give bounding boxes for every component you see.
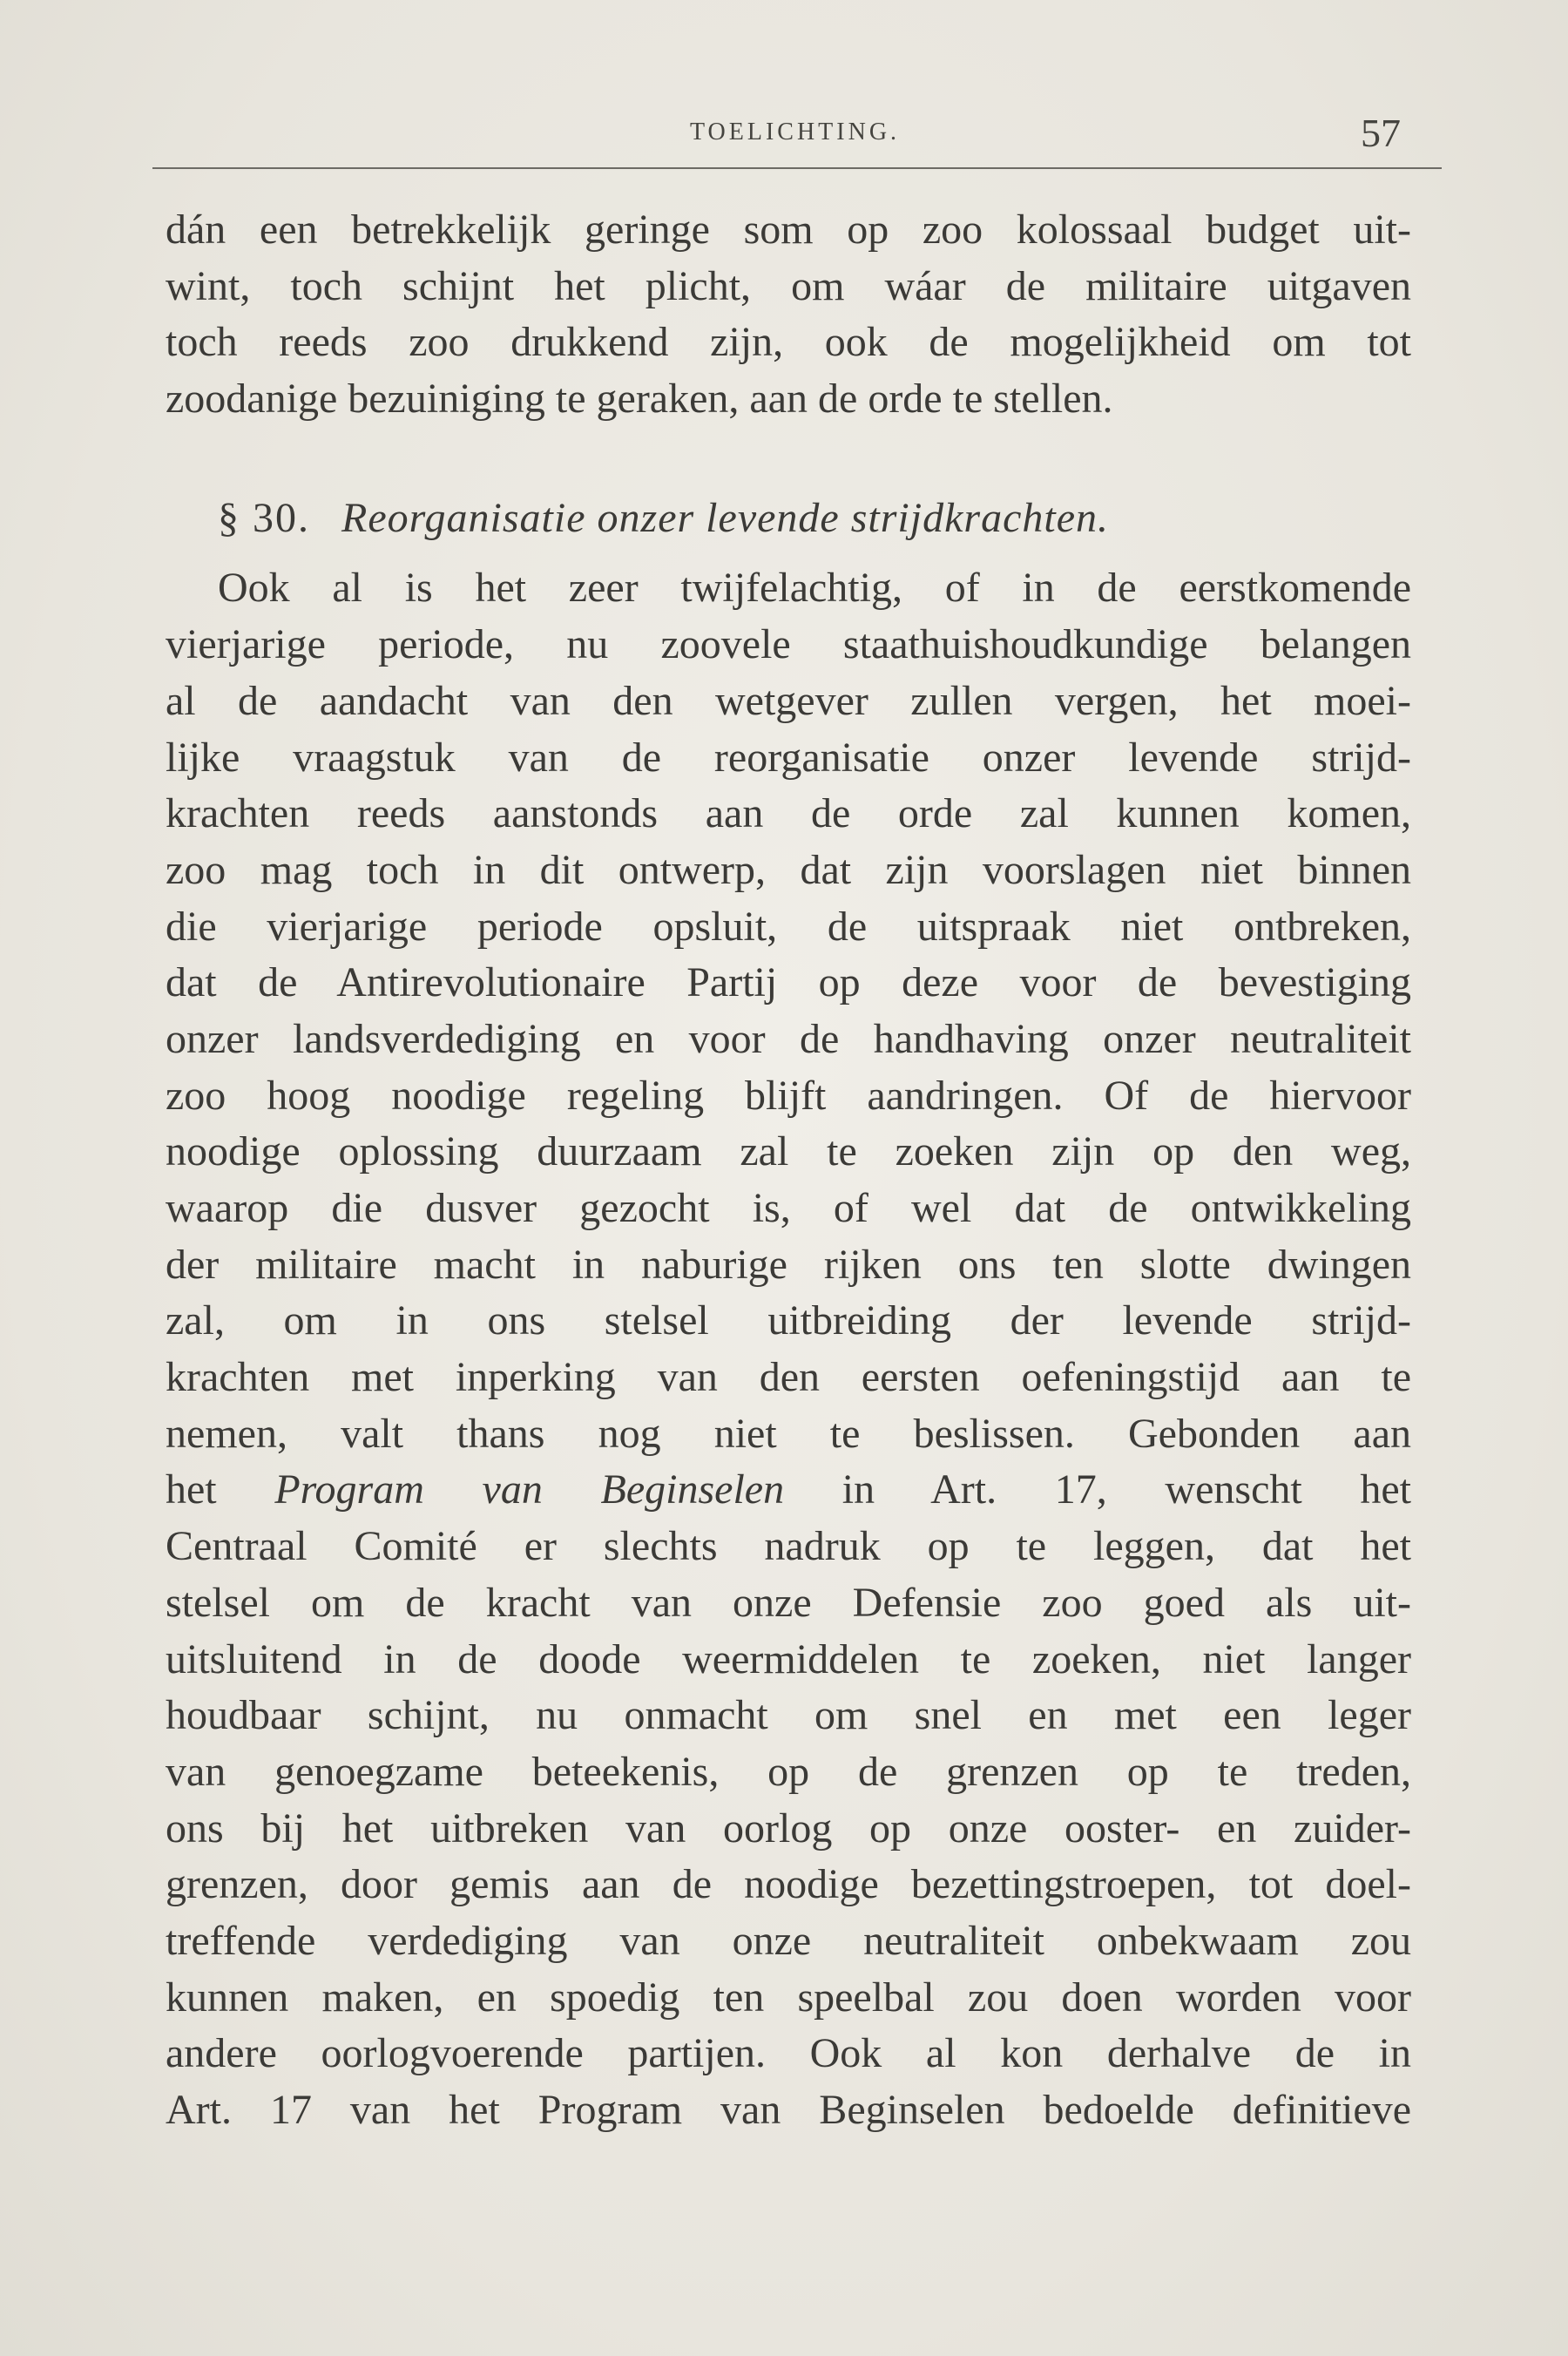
text-line: grenzen, door gemis aan de noodige bezettingstroepen, tot doel- <box>166 1861 1411 1908</box>
text-line: stelsel om de kracht van onze Defensie zoo goed als uit- <box>166 1579 1411 1626</box>
text-line-with-italic <box>166 1462 1411 1519</box>
text-fragment: in Art. 17, wenscht het <box>784 1466 1412 1513</box>
text-line: dat de Antirevolutionaire Partij op deze voor de bevestiging <box>166 959 1411 1006</box>
text-line: Centraal Comité er slechts nadruk op te leggen, dat het <box>166 1523 1411 1570</box>
text-line: krachten met inperking van den eersten oefeningstijd aan te <box>166 1354 1411 1401</box>
text-line: zoodanige bezuiniging te geraken, aan de orde te stellen. <box>166 376 1113 423</box>
running-title: TOELICHTING. <box>689 118 901 146</box>
italic-title: Program van Beginselen <box>274 1466 785 1513</box>
text-line: lijke vraagstuk van de reorganisatie onzer levende strijd- <box>166 734 1411 781</box>
text-line: ons bij het uitbreken van oorlog op onze ooster- en zuider- <box>166 1804 1411 1852</box>
text-line: wint, toch schijnt het plicht, om wáar de militaire uitgaven <box>166 262 1411 309</box>
spacer <box>166 428 1411 491</box>
body-text <box>166 202 1411 2139</box>
text-line: al de aandacht van den wetgever zullen vergen, het moei- <box>166 677 1411 724</box>
spacer <box>166 546 1411 560</box>
text-line: kunnen maken, en spoedig ten speelbal zou doen worden voor <box>166 1973 1411 2021</box>
text-line: Art. 17 van het Program van Beginselen bedoelde definitieve <box>166 2087 1411 2133</box>
text-line: treffende verdediging van onze neutraliteit onbekwaam zou <box>166 1917 1411 1964</box>
text-line: uitsluitend in de doode weermiddelen te zoeken, niet langer <box>166 1635 1411 1682</box>
running-head <box>152 111 1437 159</box>
text-line: der militaire macht in naburige rijken ons ten slotte dwingen <box>166 1241 1411 1288</box>
page-number: 57 <box>1361 111 1401 155</box>
text-line: onzer landsverdediging en voor de handhaving onzer neutraliteit <box>166 1015 1411 1062</box>
text-line: nemen, valt thans nog niet te beslissen. Gebonden aan <box>166 1410 1411 1457</box>
text-line: Ook al is het zeer twijfelachtig, of in de eerstkomende <box>218 565 1411 612</box>
section-number: § 30. <box>218 494 310 541</box>
text-line: vierjarige periode, nu zoovele staathuishoudkundige belangen <box>166 621 1411 668</box>
text-line: die vierjarige periode opsluit, de uitspraak niet ontbreken, <box>166 903 1411 950</box>
paragraph-continued <box>166 202 1411 428</box>
text-line: zoo mag toch in dit ontwerp, dat zijn voorslagen niet binnen <box>166 846 1411 893</box>
text-fragment: het <box>166 1466 275 1513</box>
text-line: zal, om in ons stelsel uitbreiding der levende strijd- <box>166 1297 1411 1344</box>
text-line: zoo hoog noodige regeling blijft aandringen. Of de hiervoor <box>166 1072 1411 1119</box>
text-line: van genoegzame beteekenis, op de grenzen op te treden, <box>166 1748 1411 1795</box>
section-title: Reorganisatie onzer levende strijdkrachten. <box>341 494 1110 541</box>
header-rule <box>152 167 1442 169</box>
text-line: waarop die dusver gezocht is, of wel dat de ontwikkeling <box>166 1185 1411 1231</box>
text-line: dán een betrekkelijk geringe som op zoo kolossaal budget uit- <box>166 206 1411 253</box>
text-line: houdbaar schijnt, nu onmacht om snel en met een leger <box>166 1692 1411 1739</box>
section-heading <box>166 491 1411 547</box>
text-line: andere oorlogvoerende partijen. Ook al kon derhalve de in <box>166 2030 1411 2077</box>
text-line: krachten reeds aanstonds aan de orde zal kunnen komen, <box>166 790 1411 837</box>
text-line: noodige oplossing duurzaam zal te zoeken zijn op den weg, <box>166 1128 1411 1175</box>
paragraph-section-30 <box>166 560 1411 2138</box>
text-line: toch reeds zoo drukkend zijn, ook de mogelijkheid om tot <box>166 319 1411 366</box>
